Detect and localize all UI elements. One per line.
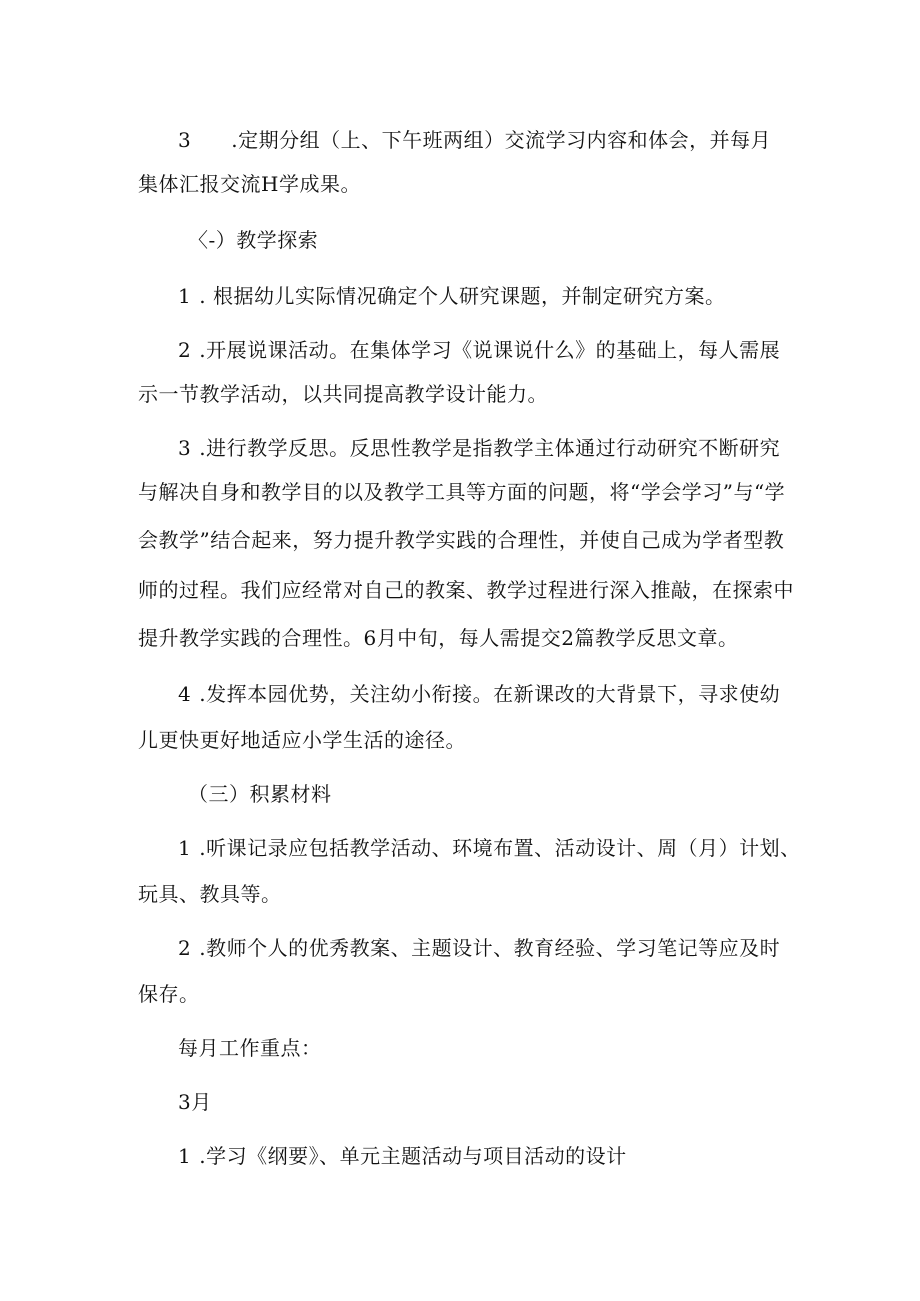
paragraph-line: 保存。 xyxy=(138,982,200,1006)
paragraph-line: 每月工作重点： xyxy=(178,1036,322,1060)
paragraph-line xyxy=(178,936,780,960)
paragraph-line: 玩具、教具等。 xyxy=(138,882,282,906)
item-text: .听课记录应包括教学活动、环境布置、活动设计、周（月）计划、 xyxy=(199,836,801,860)
item-number: 4 xyxy=(178,682,192,706)
item-number: 1 xyxy=(178,1144,192,1168)
item-text: .学习《纲要》、单元主题活动与项目活动的设计 xyxy=(199,1144,627,1168)
item-text: .进行教学反思。反思性教学是指教学主体通过行动研究不断研究 xyxy=(199,436,781,460)
paragraph-line: 提升教学实践的合理性。6月中旬，每人需提交2篇教学反思文章。 xyxy=(138,626,739,650)
item-number: 2 xyxy=(178,936,192,960)
paragraph-line: 集体汇报交流H学成果。 xyxy=(138,172,361,196)
paragraph-line: 会教学”结合起来，努力提升教学实践的合理性，并使自己成为学者型教 xyxy=(138,528,785,552)
paragraph-line xyxy=(178,128,771,152)
item-number: 3 xyxy=(178,128,192,152)
paragraph-line xyxy=(178,1144,627,1168)
paragraph-line xyxy=(178,836,801,860)
paragraph-line xyxy=(178,338,780,362)
month-heading: 3月 xyxy=(178,1090,212,1114)
item-text: .发挥本园优势，关注幼小衔接。在新课改的大背景下，寻求使幼 xyxy=(199,682,781,706)
item-number: 3 xyxy=(178,436,192,460)
paragraph-line: 儿更快更好地适应小学生活的途径。 xyxy=(138,728,466,752)
paragraph-line: 师的过程。我们应经常对自己的教案、教学过程进行深入推敲，在探索中 xyxy=(138,578,794,602)
paragraph-line xyxy=(178,284,725,308)
item-number: 1 xyxy=(178,836,192,860)
paragraph-line: 与解决自身和教学目的以及教学工具等方面的问题，将“学会学习”与“学 xyxy=(138,480,786,504)
item-text: .教师个人的优秀教案、主题设计、教育经验、学习笔记等应及时 xyxy=(199,936,781,960)
item-text: .开展说课活动。在集体学习《说课说什么》的基础上，每人需展 xyxy=(199,338,781,362)
item-number: 2 xyxy=(178,338,192,362)
paragraph-line xyxy=(178,682,780,706)
item-text: . 根据幼儿实际情况确定个人研究课题，并制定研究方案。 xyxy=(199,284,726,308)
section-heading: （三）积累材料 xyxy=(188,782,332,806)
item-text: .定期分组（上、下午班两组）交流学习内容和体会，并每月 xyxy=(231,128,772,152)
item-number: 1 xyxy=(178,284,192,308)
paragraph-line xyxy=(178,436,780,460)
section-heading: 〈-）教学探索 xyxy=(188,228,319,252)
paragraph-line: 示一节教学活动，以共同提高教学设计能力。 xyxy=(138,382,548,406)
